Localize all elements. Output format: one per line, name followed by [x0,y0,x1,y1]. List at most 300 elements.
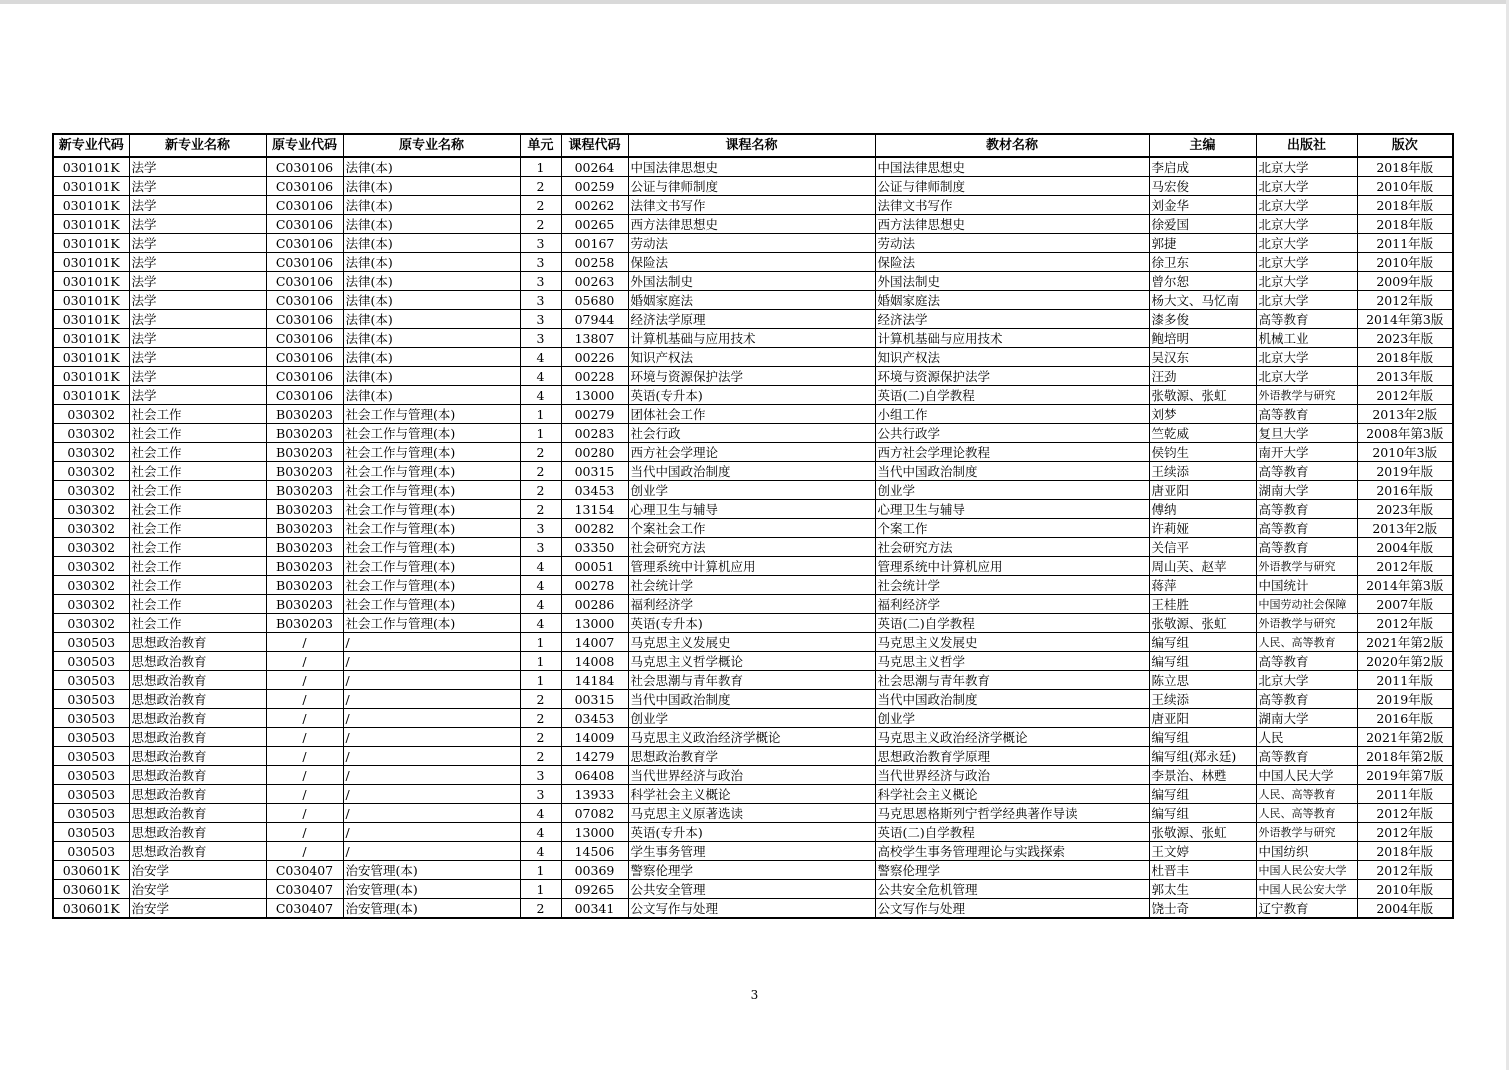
cell-old-major-code: / [266,652,343,671]
cell-edition: 2023年版 [1357,500,1453,519]
cell-old-major-name: 法律(本) [343,253,520,272]
cell-course-name: 科学社会主义概论 [628,785,875,804]
cell-edition: 2018年第2版 [1357,747,1453,766]
cell-unit: 2 [520,443,561,462]
cell-editor: 刘金华 [1149,196,1256,215]
cell-course-name: 学生事务管理 [628,842,875,861]
cell-old-major-name: 社会工作与管理(本) [343,595,520,614]
cell-new-major-name: 社会工作 [129,424,266,443]
cell-new-major-code: 030101K [53,329,129,348]
cell-unit: 3 [520,538,561,557]
cell-course-name: 社会统计学 [628,576,875,595]
table-row [53,215,1453,234]
cell-textbook-name: 公证与律师制度 [875,177,1149,196]
cell-old-major-code: C030106 [266,157,343,177]
cell-new-major-code: 030503 [53,671,129,690]
cell-textbook-name: 小组工作 [875,405,1149,424]
table-row [53,861,1453,880]
cell-old-major-code: B030203 [266,481,343,500]
cell-new-major-code: 030601K [53,861,129,880]
cell-textbook-name: 心理卫生与辅导 [875,500,1149,519]
cell-new-major-code: 030302 [53,481,129,500]
table-row [53,709,1453,728]
table-body [53,157,1453,918]
cell-textbook-name: 中国法律思想史 [875,157,1149,177]
cell-new-major-name: 法学 [129,348,266,367]
cell-new-major-name: 思想政治教育 [129,728,266,747]
cell-editor: 编写组 [1149,785,1256,804]
cell-course-code: 00283 [561,424,628,443]
cell-textbook-name: 科学社会主义概论 [875,785,1149,804]
cell-edition: 2012年版 [1357,386,1453,405]
cell-editor: 徐卫东 [1149,253,1256,272]
cell-edition: 2012年版 [1357,861,1453,880]
cell-publisher: 高等教育 [1256,538,1357,557]
cell-textbook-name: 经济法学 [875,310,1149,329]
header-publisher: 出版社 [1256,134,1357,157]
cell-course-code: 00341 [561,899,628,919]
cell-publisher: 高等教育 [1256,462,1357,481]
cell-old-major-code: / [266,728,343,747]
cell-new-major-name: 思想政治教育 [129,823,266,842]
cell-textbook-name: 环境与资源保护法学 [875,367,1149,386]
cell-edition: 2018年版 [1357,157,1453,177]
cell-edition: 2008年第3版 [1357,424,1453,443]
table-row [53,272,1453,291]
cell-textbook-name: 社会统计学 [875,576,1149,595]
cell-publisher: 北京大学 [1256,253,1357,272]
cell-course-name: 公文写作与处理 [628,899,875,919]
cell-publisher: 北京大学 [1256,348,1357,367]
cell-old-major-code: C030106 [266,234,343,253]
cell-old-major-name: 法律(本) [343,386,520,405]
cell-course-code: 00226 [561,348,628,367]
cell-old-major-code: / [266,671,343,690]
cell-unit: 3 [520,291,561,310]
cell-edition: 2020年第2版 [1357,652,1453,671]
cell-unit: 1 [520,405,561,424]
cell-publisher: 北京大学 [1256,157,1357,177]
table-row [53,728,1453,747]
cell-course-code: 00282 [561,519,628,538]
cell-old-major-name: / [343,785,520,804]
cell-course-code: 00258 [561,253,628,272]
cell-editor: 饶士奇 [1149,899,1256,919]
table-row [53,671,1453,690]
cell-old-major-code: C030407 [266,861,343,880]
cell-new-major-code: 030302 [53,424,129,443]
cell-old-major-code: B030203 [266,424,343,443]
header-old-major-name: 原专业名称 [343,134,520,157]
cell-publisher: 南开大学 [1256,443,1357,462]
cell-course-code: 13154 [561,500,628,519]
table-row [53,785,1453,804]
cell-publisher: 高等教育 [1256,652,1357,671]
cell-new-major-name: 思想政治教育 [129,633,266,652]
cell-old-major-code: C030106 [266,310,343,329]
cell-course-name: 心理卫生与辅导 [628,500,875,519]
cell-old-major-code: / [266,842,343,861]
cell-editor: 王续添 [1149,462,1256,481]
cell-old-major-name: / [343,747,520,766]
table-row [53,291,1453,310]
cell-unit: 1 [520,424,561,443]
table-row [53,899,1453,919]
cell-new-major-code: 030101K [53,386,129,405]
cell-editor: 陈立思 [1149,671,1256,690]
cell-old-major-code: C030106 [266,272,343,291]
cell-unit: 2 [520,728,561,747]
cell-editor: 漆多俊 [1149,310,1256,329]
cell-course-name: 马克思主义发展史 [628,633,875,652]
cell-textbook-name: 当代中国政治制度 [875,462,1149,481]
cell-publisher: 中国统计 [1256,576,1357,595]
cell-textbook-name: 警察伦理学 [875,861,1149,880]
cell-textbook-name: 劳动法 [875,234,1149,253]
cell-new-major-code: 030503 [53,633,129,652]
cell-edition: 2019年版 [1357,690,1453,709]
cell-textbook-name: 马克思恩格斯列宁哲学经典著作导读 [875,804,1149,823]
header-new-major-code: 新专业代码 [53,134,129,157]
cell-course-name: 马克思主义原著选读 [628,804,875,823]
cell-textbook-name: 社会研究方法 [875,538,1149,557]
cell-new-major-code: 030503 [53,842,129,861]
cell-old-major-name: 法律(本) [343,291,520,310]
cell-new-major-code: 030101K [53,367,129,386]
cell-publisher: 北京大学 [1256,671,1357,690]
cell-course-name: 劳动法 [628,234,875,253]
cell-new-major-code: 030101K [53,348,129,367]
cell-publisher: 外语教学与研究 [1256,386,1357,405]
cell-course-code: 00264 [561,157,628,177]
table-row [53,633,1453,652]
cell-edition: 2012年版 [1357,291,1453,310]
cell-new-major-code: 030101K [53,272,129,291]
cell-old-major-code: C030106 [266,253,343,272]
cell-textbook-name: 英语(二)自学教程 [875,823,1149,842]
cell-old-major-code: B030203 [266,443,343,462]
cell-old-major-code: / [266,785,343,804]
cell-old-major-name: 治安管理(本) [343,899,520,919]
table-row [53,766,1453,785]
cell-editor: 郭捷 [1149,234,1256,253]
cell-edition: 2012年版 [1357,823,1453,842]
cell-old-major-code: B030203 [266,519,343,538]
cell-old-major-code: C030106 [266,348,343,367]
cell-textbook-name: 福利经济学 [875,595,1149,614]
cell-course-code: 00278 [561,576,628,595]
cell-course-name: 社会研究方法 [628,538,875,557]
cell-unit: 2 [520,196,561,215]
cell-unit: 4 [520,823,561,842]
table-row [53,462,1453,481]
cell-publisher: 外语教学与研究 [1256,823,1357,842]
cell-old-major-name: 社会工作与管理(本) [343,576,520,595]
page-number: 3 [750,988,759,1002]
cell-edition: 2012年版 [1357,557,1453,576]
cell-course-name: 管理系统中计算机应用 [628,557,875,576]
cell-course-code: 13000 [561,823,628,842]
cell-course-code: 00263 [561,272,628,291]
cell-editor: 杨大文、马忆南 [1149,291,1256,310]
cell-course-code: 07944 [561,310,628,329]
cell-editor: 王续添 [1149,690,1256,709]
cell-new-major-code: 030503 [53,652,129,671]
cell-course-name: 思想政治教育学 [628,747,875,766]
cell-old-major-code: C030106 [266,291,343,310]
cell-unit: 4 [520,576,561,595]
cell-editor: 鲍培明 [1149,329,1256,348]
cell-course-code: 13933 [561,785,628,804]
cell-course-code: 14184 [561,671,628,690]
cell-textbook-name: 思想政治教育学原理 [875,747,1149,766]
cell-course-name: 社会行政 [628,424,875,443]
cell-new-major-name: 法学 [129,196,266,215]
cell-publisher: 人民、高等教育 [1256,785,1357,804]
cell-textbook-name: 高校学生事务管理理论与实践探索 [875,842,1149,861]
table-row [53,519,1453,538]
cell-edition: 2004年版 [1357,899,1453,919]
cell-new-major-name: 社会工作 [129,538,266,557]
cell-old-major-name: / [343,842,520,861]
cell-course-name: 社会思潮与青年教育 [628,671,875,690]
cell-old-major-code: B030203 [266,576,343,595]
cell-unit: 4 [520,804,561,823]
cell-course-name: 马克思主义政治经济学概论 [628,728,875,747]
cell-publisher: 人民 [1256,728,1357,747]
cell-old-major-code: C030106 [266,196,343,215]
cell-publisher: 湖南大学 [1256,481,1357,500]
cell-unit: 4 [520,557,561,576]
cell-unit: 3 [520,310,561,329]
cell-unit: 4 [520,348,561,367]
cell-unit: 3 [520,253,561,272]
cell-course-name: 中国法律思想史 [628,157,875,177]
table-row [53,177,1453,196]
header-new-major-name: 新专业名称 [129,134,266,157]
table-row [53,576,1453,595]
cell-course-code: 00259 [561,177,628,196]
cell-textbook-name: 马克思主义政治经济学概论 [875,728,1149,747]
cell-course-code: 06408 [561,766,628,785]
cell-course-name: 警察伦理学 [628,861,875,880]
cell-new-major-code: 030302 [53,614,129,633]
cell-edition: 2007年版 [1357,595,1453,614]
cell-publisher: 高等教育 [1256,690,1357,709]
cell-edition: 2013年2版 [1357,519,1453,538]
cell-course-code: 00315 [561,690,628,709]
cell-new-major-code: 030302 [53,595,129,614]
cell-course-code: 09265 [561,880,628,899]
cell-unit: 1 [520,880,561,899]
cell-old-major-code: / [266,766,343,785]
cell-course-name: 知识产权法 [628,348,875,367]
cell-old-major-name: 治安管理(本) [343,880,520,899]
cell-publisher: 北京大学 [1256,367,1357,386]
cell-unit: 3 [520,234,561,253]
table-header-row [53,134,1453,157]
cell-old-major-code: / [266,690,343,709]
cell-old-major-code: B030203 [266,462,343,481]
cell-course-code: 00369 [561,861,628,880]
cell-unit: 2 [520,709,561,728]
table-row [53,804,1453,823]
cell-textbook-name: 婚姻家庭法 [875,291,1149,310]
cell-new-major-name: 思想政治教育 [129,652,266,671]
cell-editor: 蒋萍 [1149,576,1256,595]
cell-old-major-name: / [343,804,520,823]
cell-old-major-name: 法律(本) [343,234,520,253]
cell-new-major-code: 030101K [53,234,129,253]
cell-unit: 2 [520,500,561,519]
cell-unit: 4 [520,367,561,386]
cell-old-major-name: 社会工作与管理(本) [343,424,520,443]
cell-editor: 唐亚阳 [1149,709,1256,728]
cell-publisher: 机械工业 [1256,329,1357,348]
cell-edition: 2018年版 [1357,196,1453,215]
cell-old-major-code: B030203 [266,405,343,424]
cell-old-major-name: 社会工作与管理(本) [343,462,520,481]
cell-publisher: 北京大学 [1256,177,1357,196]
cell-publisher: 中国人民公安大学 [1256,880,1357,899]
cell-old-major-name: 社会工作与管理(本) [343,557,520,576]
cell-new-major-name: 法学 [129,291,266,310]
header-course-name: 课程名称 [628,134,875,157]
cell-edition: 2011年版 [1357,785,1453,804]
cell-old-major-code: / [266,823,343,842]
table-row [53,557,1453,576]
table-row [53,880,1453,899]
cell-publisher: 中国人民大学 [1256,766,1357,785]
cell-textbook-name: 马克思主义发展史 [875,633,1149,652]
cell-course-code: 00262 [561,196,628,215]
cell-textbook-name: 公共安全危机管理 [875,880,1149,899]
table-row [53,500,1453,519]
cell-publisher: 外语教学与研究 [1256,614,1357,633]
cell-new-major-name: 法学 [129,157,266,177]
table-row [53,424,1453,443]
cell-new-major-name: 社会工作 [129,614,266,633]
table-row [53,367,1453,386]
cell-old-major-code: / [266,633,343,652]
cell-editor: 李景治、林甦 [1149,766,1256,785]
cell-new-major-code: 030302 [53,405,129,424]
cell-publisher: 中国纺织 [1256,842,1357,861]
table-row [53,329,1453,348]
cell-textbook-name: 保险法 [875,253,1149,272]
cell-old-major-code: C030106 [266,177,343,196]
cell-publisher: 北京大学 [1256,272,1357,291]
cell-new-major-name: 思想政治教育 [129,842,266,861]
cell-course-name: 外国法制史 [628,272,875,291]
cell-publisher: 高等教育 [1256,310,1357,329]
cell-unit: 2 [520,747,561,766]
cell-new-major-code: 030302 [53,462,129,481]
cell-editor: 傅纳 [1149,500,1256,519]
course-textbook-table [52,133,1454,919]
cell-unit: 2 [520,177,561,196]
cell-textbook-name: 西方社会学理论教程 [875,443,1149,462]
table-row [53,652,1453,671]
cell-course-name: 法律文书写作 [628,196,875,215]
cell-editor: 徐爱国 [1149,215,1256,234]
table-row [53,253,1453,272]
cell-old-major-name: / [343,652,520,671]
cell-new-major-code: 030601K [53,899,129,919]
cell-editor: 编写组 [1149,652,1256,671]
cell-new-major-code: 030302 [53,576,129,595]
cell-course-code: 14008 [561,652,628,671]
cell-unit: 4 [520,386,561,405]
cell-new-major-name: 思想政治教育 [129,690,266,709]
table-row [53,823,1453,842]
cell-old-major-code: B030203 [266,500,343,519]
cell-unit: 2 [520,462,561,481]
cell-course-name: 英语(专升本) [628,386,875,405]
cell-course-name: 经济法学原理 [628,310,875,329]
cell-edition: 2010年版 [1357,177,1453,196]
cell-course-code: 14009 [561,728,628,747]
cell-new-major-name: 思想政治教育 [129,709,266,728]
cell-course-name: 创业学 [628,481,875,500]
cell-course-name: 英语(专升本) [628,614,875,633]
cell-old-major-name: 社会工作与管理(本) [343,614,520,633]
top-border [0,0,1509,4]
cell-new-major-name: 法学 [129,253,266,272]
cell-textbook-name: 当代中国政治制度 [875,690,1149,709]
cell-course-code: 00279 [561,405,628,424]
cell-new-major-code: 030302 [53,519,129,538]
cell-course-code: 00280 [561,443,628,462]
cell-textbook-name: 公文写作与处理 [875,899,1149,919]
cell-course-code: 14007 [561,633,628,652]
cell-publisher: 高等教育 [1256,519,1357,538]
cell-edition: 2019年版 [1357,462,1453,481]
table-row [53,595,1453,614]
cell-course-name: 环境与资源保护法学 [628,367,875,386]
cell-editor: 郭太生 [1149,880,1256,899]
cell-course-name: 当代世界经济与政治 [628,766,875,785]
cell-new-major-name: 思想政治教育 [129,766,266,785]
cell-edition: 2013年2版 [1357,405,1453,424]
table-row [53,614,1453,633]
cell-editor: 马宏俊 [1149,177,1256,196]
cell-publisher: 北京大学 [1256,291,1357,310]
cell-course-name: 西方法律思想史 [628,215,875,234]
cell-editor: 张敬源、张虹 [1149,386,1256,405]
cell-editor: 杜晋丰 [1149,861,1256,880]
cell-editor: 竺乾威 [1149,424,1256,443]
cell-old-major-name: 社会工作与管理(本) [343,500,520,519]
cell-unit: 1 [520,633,561,652]
cell-new-major-name: 治安学 [129,899,266,919]
cell-new-major-code: 030101K [53,196,129,215]
cell-new-major-code: 030101K [53,310,129,329]
cell-old-major-name: 社会工作与管理(本) [343,481,520,500]
cell-editor: 王文婷 [1149,842,1256,861]
cell-new-major-code: 030302 [53,500,129,519]
cell-editor: 关信平 [1149,538,1256,557]
cell-new-major-code: 030503 [53,804,129,823]
table-row [53,405,1453,424]
cell-editor: 曾尔恕 [1149,272,1256,291]
cell-course-code: 13000 [561,386,628,405]
table-row [53,842,1453,861]
cell-course-code: 03350 [561,538,628,557]
cell-new-major-code: 030101K [53,253,129,272]
cell-unit: 3 [520,519,561,538]
cell-old-major-code: / [266,709,343,728]
